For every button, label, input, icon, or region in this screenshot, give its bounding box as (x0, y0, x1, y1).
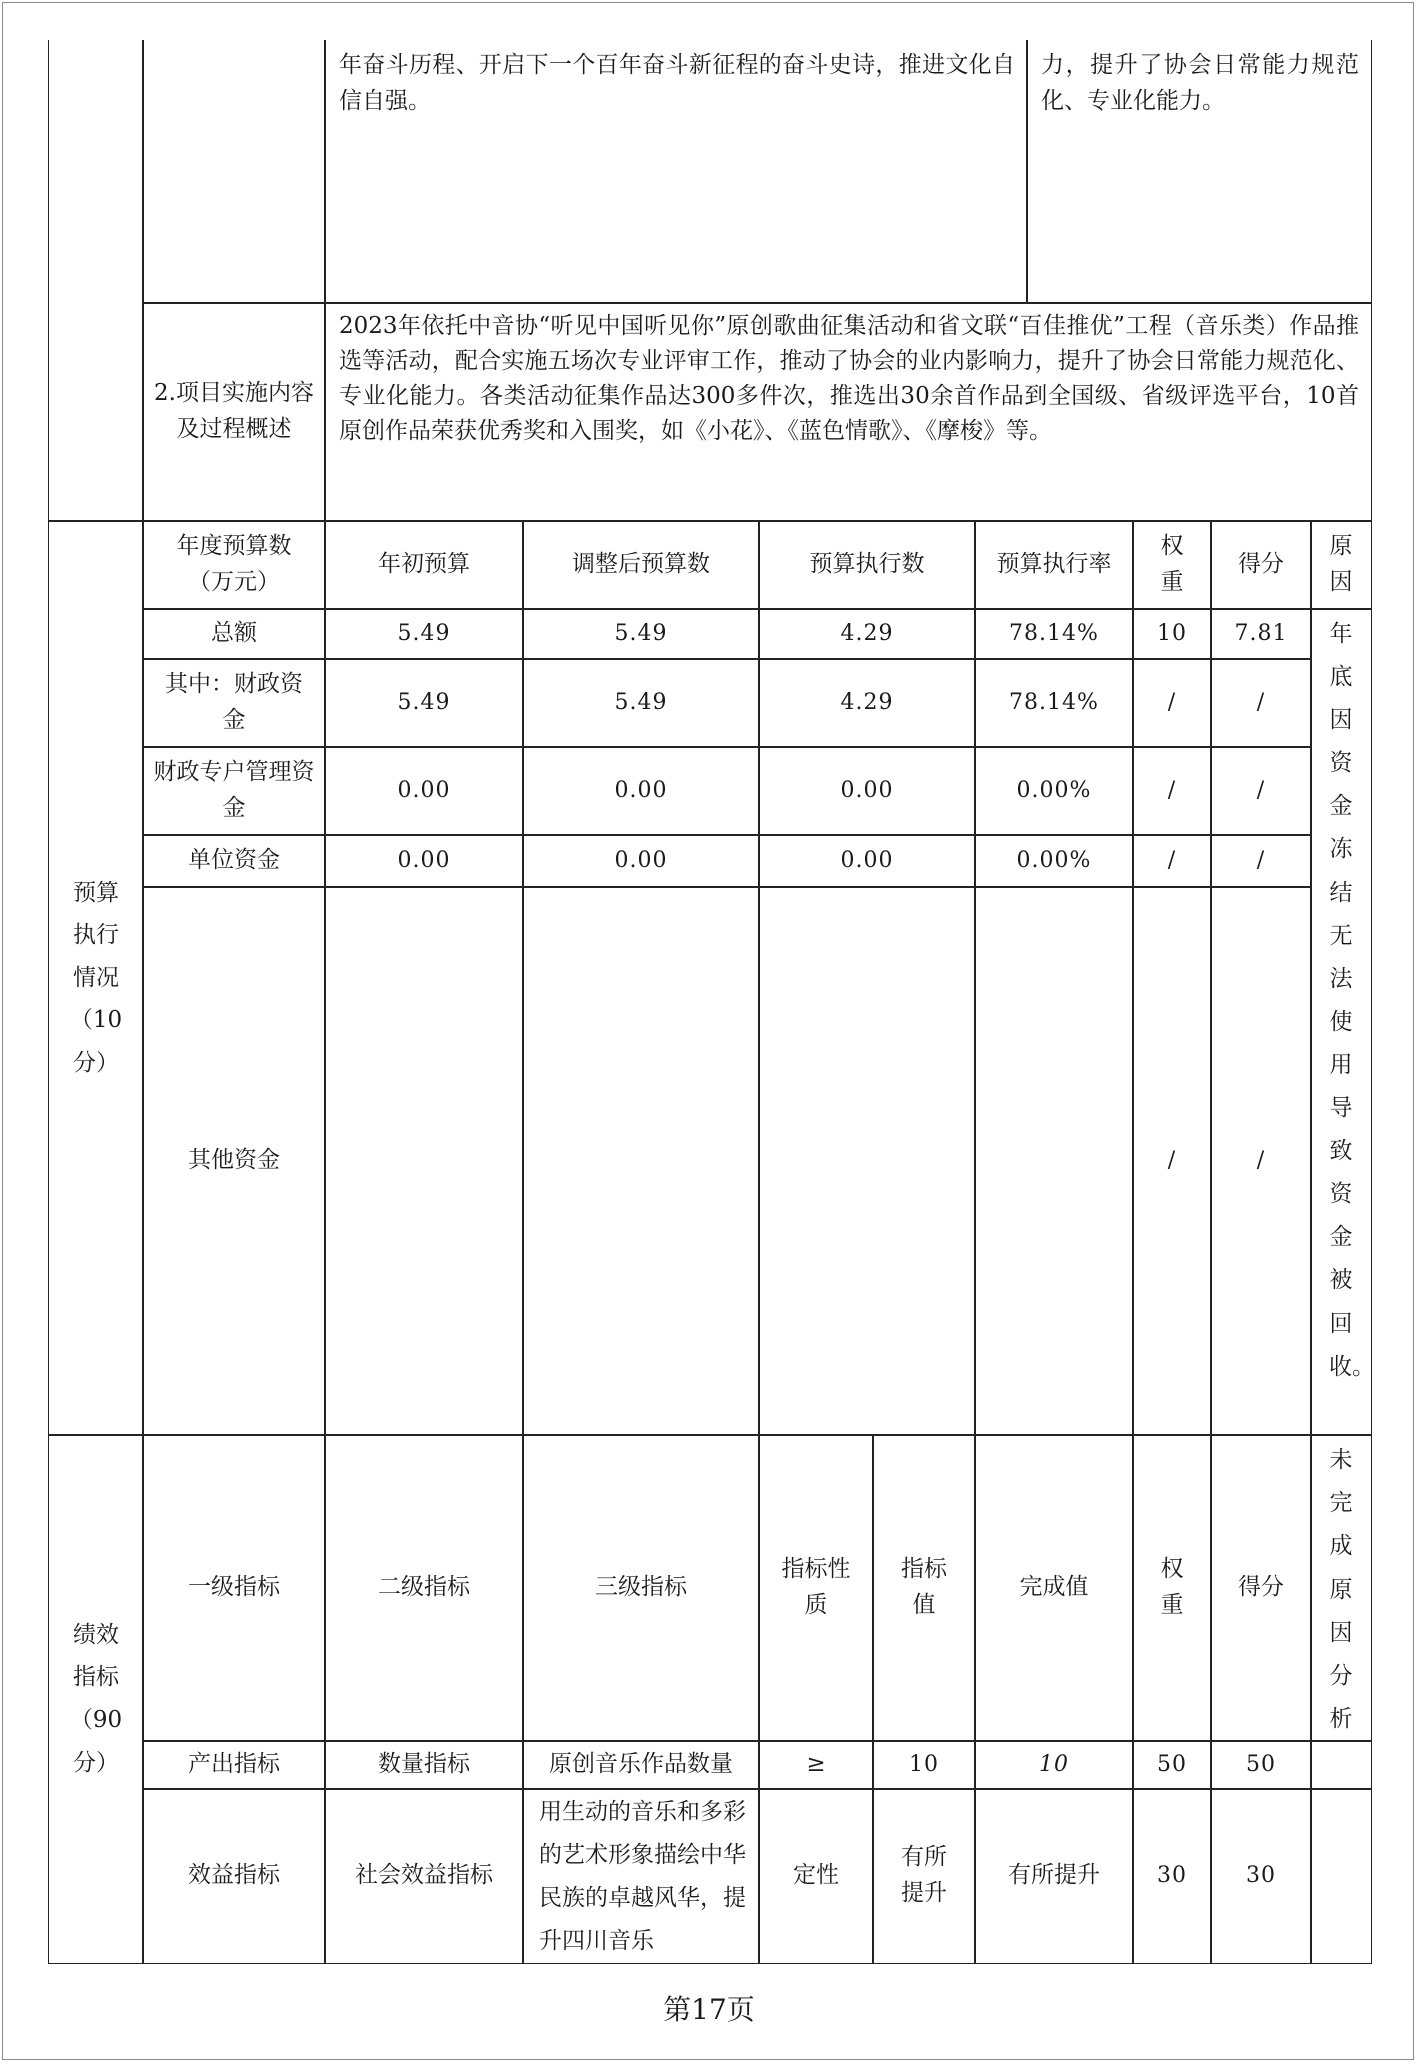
budget-row-other-weight: / (1132, 886, 1212, 1436)
perf-row-output-reason (1310, 1740, 1372, 1790)
left-label-cell (48, 40, 144, 522)
performance-section-label: 绩效指标（90分） (69, 1621, 123, 1776)
perf-header-level3: 三级指标 (522, 1434, 760, 1742)
budget-section-label: 预算执行情况（10分） (69, 879, 123, 1076)
budget-row-total-rate: 78.14% (974, 608, 1134, 660)
perf-header-reason: 未完成原因分析 (1310, 1434, 1372, 1742)
content-left-text: 年奋斗历程、开启下一个百年奋斗新征程的奋斗史诗，推进文化自信自强。 (339, 52, 1015, 114)
budget-header-reason: 原因 (1310, 520, 1372, 610)
budget-row-fiscal-initial: 5.49 (324, 658, 524, 748)
perf-row-benefit-score: 30 (1210, 1788, 1312, 1964)
budget-header-score: 得分 (1210, 520, 1312, 610)
budget-row-unit-initial: 0.00 (324, 834, 524, 888)
content-left-cell (324, 40, 1028, 304)
budget-row-fiscal-rate: 78.14% (974, 658, 1134, 748)
perf-row-benefit-target: 有所提升 (872, 1788, 976, 1964)
impl-label-cell (142, 302, 326, 522)
page-number: 第17页 (663, 1993, 755, 2026)
perf-header-score: 得分 (1210, 1434, 1312, 1742)
perf-row-output-weight: 50 (1132, 1740, 1212, 1790)
budget-header-initial: 年初预算 (324, 520, 524, 610)
perf-row-benefit-level2: 社会效益指标 (324, 1788, 524, 1964)
budget-row-fiscal-adjusted: 5.49 (522, 658, 760, 748)
budget-row-other-executed (758, 886, 976, 1436)
budget-header-executed: 预算执行数 (758, 520, 976, 610)
budget-row-unit-rate: 0.00% (974, 834, 1134, 888)
budget-row-unit-executed: 0.00 (758, 834, 976, 888)
budget-reason-cell (1310, 608, 1375, 1436)
sub-label-cell (142, 40, 326, 304)
budget-row-special-executed: 0.00 (758, 746, 976, 836)
perf-row-output-score: 50 (1210, 1740, 1312, 1790)
budget-row-unit-label: 单位资金 (142, 834, 326, 888)
budget-row-total-adjusted: 5.49 (522, 608, 760, 660)
budget-row-total-label: 总额 (142, 608, 326, 660)
perf-header-nature: 指标性质 (758, 1434, 874, 1742)
budget-row-fiscal-weight: / (1132, 658, 1212, 748)
budget-header-adjusted: 调整后预算数 (522, 520, 760, 610)
perf-header-actual: 完成值 (974, 1434, 1134, 1742)
perf-row-output-level3: 原创音乐作品数量 (522, 1740, 760, 1790)
budget-row-unit-weight: / (1132, 834, 1212, 888)
perf-header-weight: 权重 (1132, 1434, 1212, 1742)
budget-row-unit-score: / (1210, 834, 1312, 888)
perf-row-benefit-level1: 效益指标 (142, 1788, 326, 1964)
content-right-cell (1026, 40, 1372, 304)
perf-row-output-level1: 产出指标 (142, 1740, 326, 1790)
budget-row-total-executed: 4.29 (758, 608, 976, 660)
perf-row-benefit-weight: 30 (1132, 1788, 1212, 1964)
perf-row-benefit-level3: 用生动的音乐和多彩的艺术形象描绘中华民族的卓越风华，提升四川音乐 (522, 1788, 760, 1964)
budget-row-other-label: 其他资金 (142, 886, 326, 1436)
budget-row-special-label: 财政专户管理资金 (142, 746, 326, 836)
budget-row-total-weight: 10 (1132, 608, 1212, 660)
impl-text-cell (324, 302, 1372, 522)
budget-row-special-rate: 0.00% (974, 746, 1134, 836)
perf-row-output-target: 10 (872, 1740, 976, 1790)
budget-section-label-cell (48, 520, 144, 1436)
budget-row-total-initial: 5.49 (324, 608, 524, 660)
perf-row-output-actual: 10 (974, 1740, 1134, 1790)
budget-row-unit-adjusted: 0.00 (522, 834, 760, 888)
budget-row-other-score: / (1210, 886, 1312, 1436)
perf-row-benefit-nature: 定性 (758, 1788, 874, 1964)
perf-row-output-level2: 数量指标 (324, 1740, 524, 1790)
impl-label: 2.项目实施内容及过程概述 (154, 380, 314, 442)
budget-row-fiscal-label: 其中：财政资金 (142, 658, 326, 748)
content-right-text: 力，提升了协会日常能力规范化、专业化能力。 (1041, 52, 1359, 114)
budget-row-other-initial (324, 886, 524, 1436)
perf-row-benefit-reason (1310, 1788, 1372, 1964)
budget-row-special-weight: / (1132, 746, 1212, 836)
budget-row-other-adjusted (522, 886, 760, 1436)
budget-header-year: 年度预算数（万元） (142, 520, 326, 610)
perf-header-level1: 一级指标 (142, 1434, 326, 1742)
impl-text: 2023年依托中音协“听见中国听见你”原创歌曲征集活动和省文联“百佳推优”工程（音乐类）作品推选等活动，配合实施五场次专业评审工作，推动了协会的业内影响力，提升了协会日常能力规范化、专业化能力。各类活动征集作品达300多件次，推选出30余首作品到全国级、省级评选平台，10首原创作品荣获优秀奖和入围奖，如《小花》、《蓝色情歌》、《摩梭》等。 (339, 313, 1359, 444)
performance-section-label-cell (48, 1434, 144, 1964)
perf-row-output-nature: ≥ (758, 1740, 874, 1790)
budget-row-other-rate (974, 886, 1134, 1436)
budget-reason-text: 年底因资金冻结无法使用导致资金被回收。 (1329, 621, 1375, 1380)
budget-header-weight: 权重 (1132, 520, 1212, 610)
budget-row-fiscal-executed: 4.29 (758, 658, 976, 748)
budget-row-special-adjusted: 0.00 (522, 746, 760, 836)
budget-row-special-initial: 0.00 (324, 746, 524, 836)
budget-row-special-score: / (1210, 746, 1312, 836)
budget-row-fiscal-score: / (1210, 658, 1312, 748)
budget-header-rate: 预算执行率 (974, 520, 1134, 610)
perf-header-target: 指标值 (872, 1434, 976, 1742)
budget-row-total-score: 7.81 (1210, 608, 1312, 660)
perf-header-level2: 二级指标 (324, 1434, 524, 1742)
perf-row-benefit-actual: 有所提升 (974, 1788, 1134, 1964)
